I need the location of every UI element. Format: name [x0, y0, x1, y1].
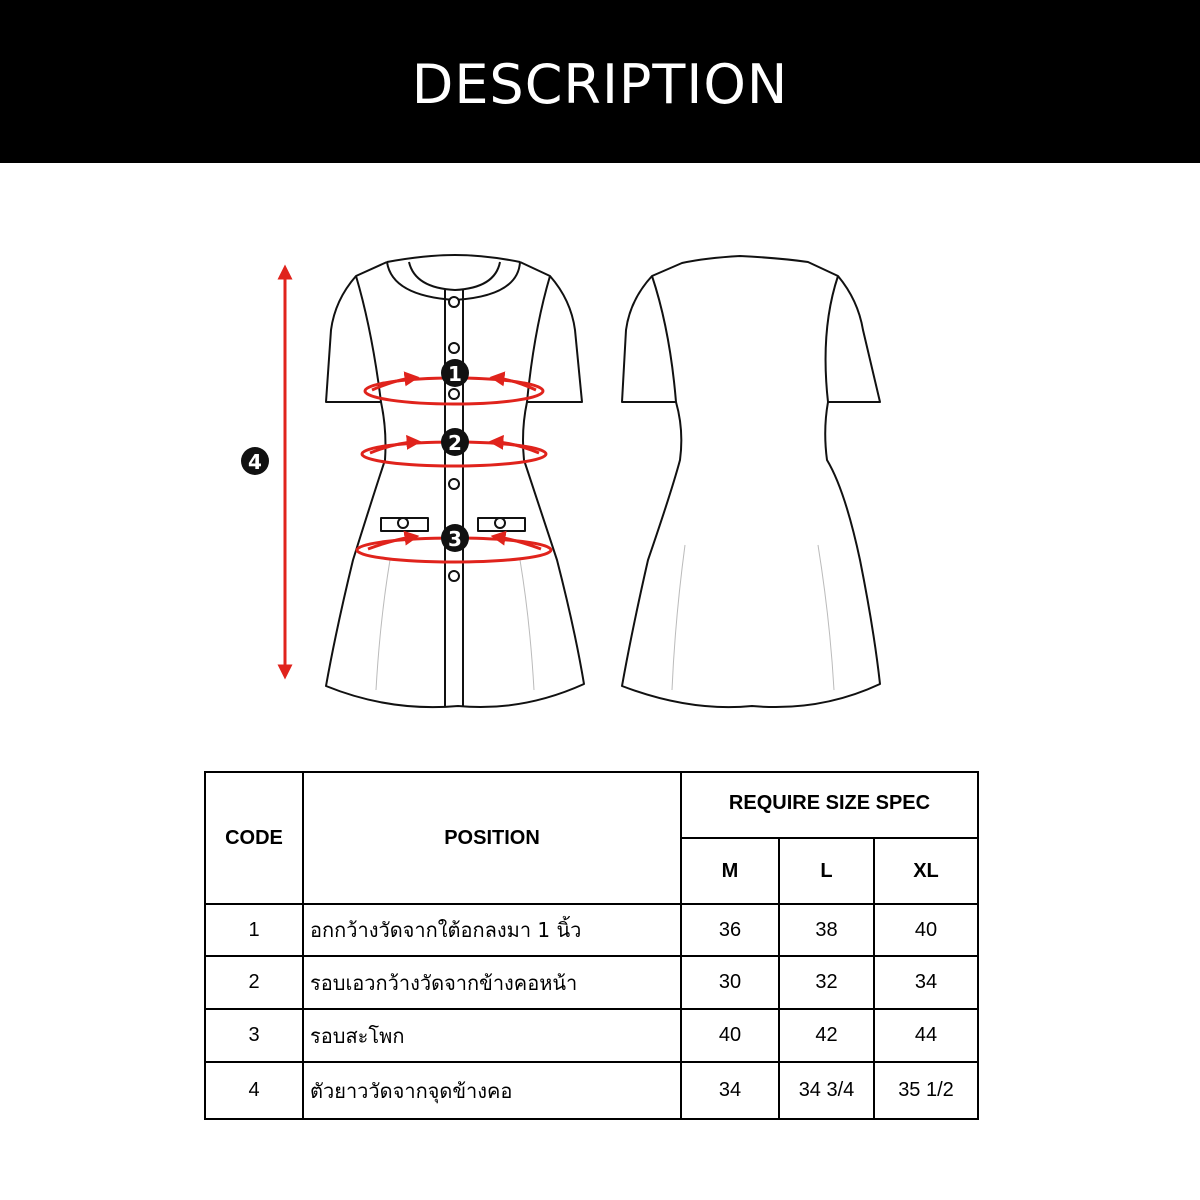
garment-svg [0, 163, 1200, 763]
marker-4 [241, 447, 269, 475]
table-row [205, 1062, 978, 1119]
marker-1 [441, 359, 469, 387]
row-value-xl: 34 [874, 956, 978, 1009]
table-row [205, 956, 978, 1009]
size-m-header: M [681, 838, 779, 904]
row-value-l: 34 3/4 [779, 1062, 874, 1119]
row-position: อกกว้างวัดจากใต้อกลงมา 1 นิ้ว [303, 904, 681, 956]
front-view [326, 255, 584, 707]
row-value-m: 36 [681, 904, 779, 956]
row-value-xl: 35 1/2 [874, 1062, 978, 1119]
row-value-l: 32 [779, 956, 874, 1009]
back-view [622, 256, 880, 707]
row-value-l: 38 [779, 904, 874, 956]
row-value-xl: 40 [874, 904, 978, 956]
marker-1-label: 1 [448, 362, 462, 386]
page-title: DESCRIPTION [411, 53, 789, 116]
garment-diagram [0, 163, 1200, 763]
row-value-xl: 44 [874, 1009, 978, 1062]
table-row [205, 904, 978, 956]
back-body-outline [622, 256, 880, 707]
row-code: 2 [205, 956, 303, 1009]
marker-2 [441, 428, 469, 456]
row-code: 1 [205, 904, 303, 956]
row-value-m: 30 [681, 956, 779, 1009]
header-banner [0, 0, 1200, 163]
marker-4-label: 4 [248, 450, 262, 474]
row-position: ตัวยาววัดจากจุดข้างคอ [303, 1062, 681, 1119]
row-value-m: 34 [681, 1062, 779, 1119]
size-l-header: L [779, 838, 874, 904]
marker-3 [441, 524, 469, 552]
row-value-l: 42 [779, 1009, 874, 1062]
marker-2-label: 2 [448, 431, 462, 455]
row-position: รอบเอวกว้างวัดจากข้างคอหน้า [303, 956, 681, 1009]
row-code: 4 [205, 1062, 303, 1119]
row-value-m: 40 [681, 1009, 779, 1062]
row-position: รอบสะโพก [303, 1009, 681, 1062]
marker-3-label: 3 [448, 527, 462, 551]
size-xl-header: XL [874, 838, 978, 904]
row-code: 3 [205, 1009, 303, 1062]
spec-header: REQUIRE SIZE SPEC [681, 772, 978, 838]
front-collar [387, 262, 520, 300]
code-header: CODE [205, 772, 303, 904]
table-row [205, 1009, 978, 1062]
size-spec-table [204, 771, 979, 1120]
position-header: POSITION [303, 772, 681, 904]
